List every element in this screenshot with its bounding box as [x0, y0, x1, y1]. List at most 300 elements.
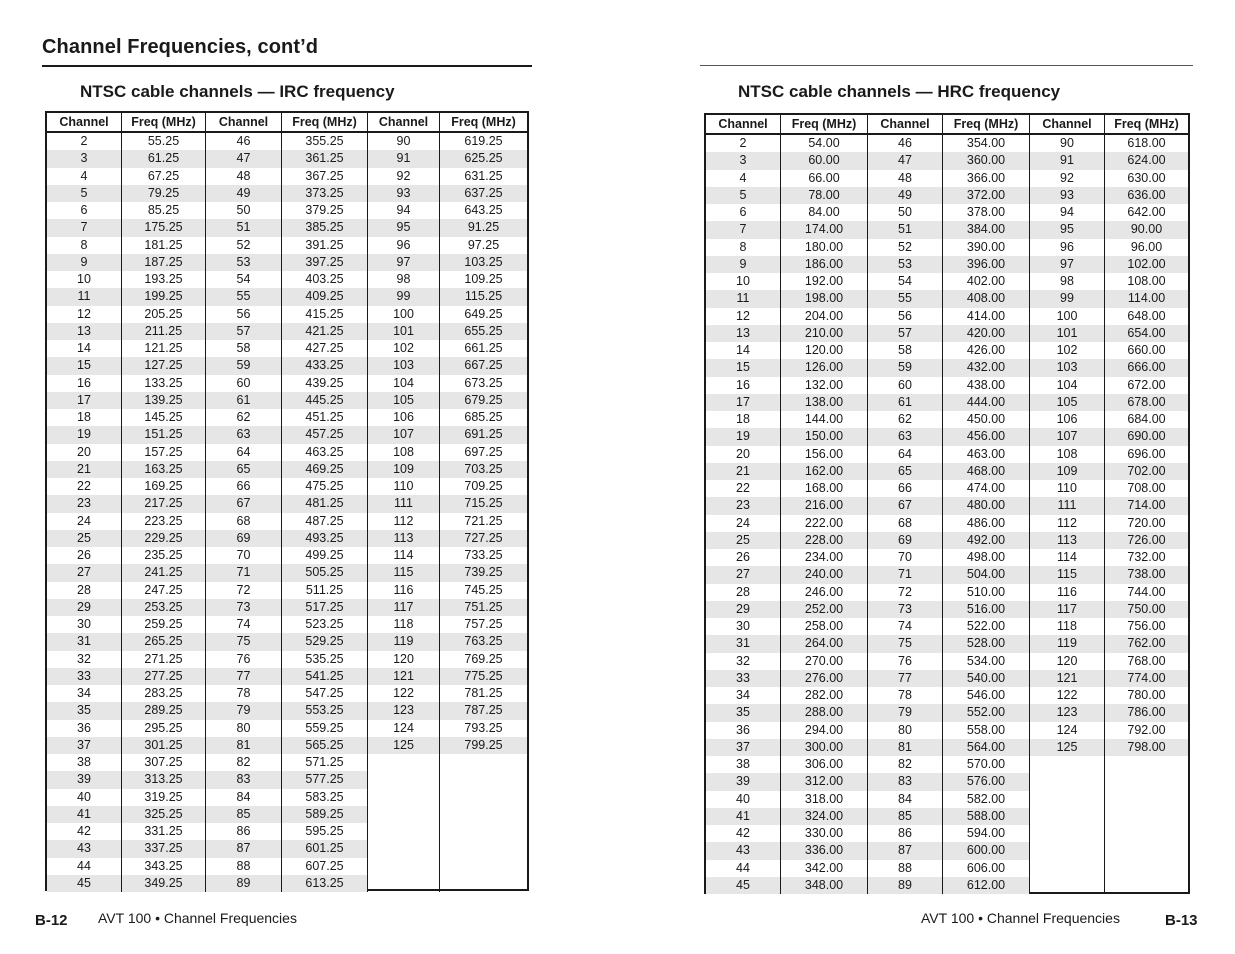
header-channel: Channel — [1030, 115, 1105, 133]
freq-cell: 649.25 — [464, 306, 503, 321]
channel-cell: 36 — [77, 720, 91, 735]
channel-cell: 125 — [368, 737, 439, 754]
freq-cell: 120.00 — [804, 343, 844, 357]
channel-cell: 103 — [368, 357, 439, 374]
freq-cell: 547.25 — [305, 686, 344, 700]
freq-cell: 576.00 — [943, 773, 1029, 790]
freq-cell: 336.00 — [781, 842, 867, 859]
freq-cell: 324.00 — [781, 808, 867, 825]
channel-cell: 68 — [236, 513, 251, 528]
freq-cell: 288.00 — [781, 704, 867, 721]
freq-cell: 126.00 — [781, 359, 867, 376]
freq-cell: 301.25 — [122, 737, 205, 754]
freq-cell: 97.25 — [467, 237, 500, 252]
channel-cell: 117 — [368, 599, 439, 616]
freq-cell: 180.00 — [804, 239, 844, 254]
channel-cell: 11 — [47, 288, 121, 305]
freq-cell: 660.00 — [1127, 343, 1166, 357]
header-freq: Freq (MHz) — [282, 113, 368, 131]
channel-cell: 89 — [206, 875, 281, 892]
freq-cell: 798.00 — [1105, 739, 1188, 756]
channel-cell: 71 — [868, 566, 942, 583]
freq-cell: 192.00 — [804, 274, 844, 288]
freq-cell: 282.00 — [804, 688, 844, 702]
channel-cell: 79 — [868, 704, 942, 721]
channel-cell: 109 — [368, 461, 439, 478]
channel-cell: 54 — [236, 272, 251, 286]
channel-cell: 122 — [393, 686, 414, 700]
freq-cell: 402.00 — [966, 274, 1006, 288]
channel-cell: 124 — [1056, 722, 1078, 737]
freq-cell: 318.00 — [804, 791, 844, 806]
irc-col-channel-1 — [47, 133, 122, 892]
irc-table-header — [47, 113, 527, 133]
freq-cell: 433.25 — [282, 357, 367, 374]
channel-cell: 30 — [736, 619, 750, 633]
channel-cell: 100 — [1056, 308, 1078, 323]
freq-cell: 487.25 — [305, 513, 344, 528]
channel-cell: 9 — [47, 254, 121, 271]
channel-cell: 50 — [898, 205, 912, 219]
freq-cell: 187.25 — [122, 254, 205, 271]
channel-cell: 40 — [736, 791, 750, 806]
channel-cell: 81 — [206, 737, 281, 754]
channel-cell: 26 — [736, 550, 750, 564]
channel-cell: 8 — [739, 239, 747, 254]
hrc-section-title: NTSC cable channels — HRC frequency — [738, 82, 1061, 101]
channel-cell: 67 — [868, 497, 942, 514]
freq-cell: 630.00 — [1127, 170, 1166, 185]
freq-cell: 612.00 — [943, 877, 1029, 894]
freq-cell: 793.25 — [464, 720, 503, 735]
channel-cell: 17 — [706, 394, 780, 411]
channel-cell: 41 — [47, 806, 121, 823]
freq-cell: 474.00 — [966, 481, 1006, 495]
freq-cell: 456.00 — [943, 428, 1029, 445]
channel-cell: 41 — [706, 808, 780, 825]
channel-cell: 95 — [1030, 221, 1104, 238]
channel-cell: 48 — [898, 170, 912, 185]
channel-cell: 86 — [236, 824, 251, 838]
freq-cell: 312.00 — [781, 773, 867, 790]
channel-cell: 49 — [206, 185, 281, 202]
freq-cell: 372.00 — [943, 187, 1029, 204]
channel-cell: 97 — [1030, 256, 1104, 273]
channel-cell: 7 — [706, 221, 780, 238]
channel-cell: 15 — [47, 357, 121, 374]
freq-cell: 90.00 — [1105, 221, 1188, 238]
channel-cell: 70 — [236, 548, 251, 562]
freq-cell: 144.00 — [804, 412, 844, 426]
freq-cell: 493.25 — [282, 530, 367, 547]
freq-cell: 409.25 — [282, 288, 367, 305]
freq-cell: 679.25 — [440, 392, 527, 409]
channel-cell: 109 — [1030, 463, 1104, 480]
channel-cell: 77 — [206, 668, 281, 685]
header-channel: Channel — [868, 115, 943, 133]
channel-cell: 89 — [868, 877, 942, 894]
channel-cell: 73 — [868, 601, 942, 618]
channel-cell: 113 — [1030, 532, 1104, 549]
channel-cell: 48 — [236, 168, 251, 183]
channel-cell: 14 — [77, 341, 91, 355]
freq-cell: 744.00 — [1127, 584, 1166, 599]
freq-cell: 469.25 — [282, 461, 367, 478]
freq-cell: 787.25 — [440, 702, 527, 719]
freq-cell: 708.00 — [1127, 481, 1166, 495]
channel-cell: 30 — [77, 617, 91, 631]
freq-cell: 780.00 — [1127, 688, 1166, 702]
channel-cell: 46 — [236, 134, 251, 148]
channel-cell: 29 — [47, 599, 121, 616]
freq-cell: 750.00 — [1105, 601, 1188, 618]
freq-cell: 277.25 — [122, 668, 205, 685]
freq-cell: 234.00 — [804, 550, 844, 564]
freq-cell: 306.00 — [804, 757, 844, 771]
freq-cell: 270.00 — [804, 653, 844, 668]
freq-cell: 504.00 — [943, 566, 1029, 583]
freq-cell: 511.25 — [305, 582, 344, 597]
freq-cell: 403.25 — [305, 272, 344, 286]
channel-cell: 82 — [236, 755, 251, 769]
freq-cell: 702.00 — [1105, 463, 1188, 480]
channel-cell: 101 — [368, 323, 439, 340]
channel-cell: 53 — [206, 254, 281, 271]
channel-cell: 93 — [368, 185, 439, 202]
freq-cell: 342.00 — [804, 860, 844, 875]
freq-cell: 583.25 — [305, 789, 344, 804]
channel-cell: 84 — [898, 791, 912, 806]
channel-cell: 37 — [47, 737, 121, 754]
channel-cell: 116 — [1057, 584, 1077, 599]
channel-cell: 81 — [868, 739, 942, 756]
page-title: Channel Frequencies, cont’d — [42, 36, 319, 58]
channel-cell: 110 — [1057, 481, 1077, 495]
freq-cell: 109.25 — [464, 272, 503, 286]
channel-cell: 125 — [1030, 739, 1104, 756]
freq-cell: 480.00 — [943, 497, 1029, 514]
freq-cell: 258.00 — [804, 619, 844, 633]
freq-cell: 450.00 — [966, 412, 1006, 426]
channel-cell: 19 — [706, 428, 780, 445]
channel-cell: 3 — [706, 152, 780, 169]
hrc-col-freq-3 — [1105, 135, 1188, 894]
channel-cell: 10 — [77, 272, 91, 286]
freq-cell: 360.00 — [943, 152, 1029, 169]
freq-cell: 300.00 — [781, 739, 867, 756]
channel-cell: 9 — [706, 256, 780, 273]
freq-cell: 355.25 — [305, 134, 344, 148]
header-freq: Freq (MHz) — [781, 115, 868, 133]
channel-cell: 56 — [236, 306, 251, 321]
freq-cell: 96.00 — [1130, 239, 1163, 254]
channel-cell: 16 — [736, 377, 750, 392]
freq-cell: 739.25 — [440, 564, 527, 581]
channel-cell: 108 — [1056, 446, 1078, 461]
freq-cell: 108.00 — [1127, 274, 1166, 288]
header-freq: Freq (MHz) — [1114, 117, 1179, 131]
channel-cell: 52 — [236, 237, 251, 252]
channel-cell: 52 — [898, 239, 912, 254]
freq-cell: 481.25 — [282, 495, 367, 512]
freq-cell: 421.25 — [282, 323, 367, 340]
freq-cell: 157.25 — [144, 444, 183, 459]
channel-cell: 5 — [47, 185, 121, 202]
channel-cell: 107 — [368, 426, 439, 443]
freq-cell: 366.00 — [966, 170, 1006, 185]
header-channel: Channel — [47, 113, 122, 131]
freq-cell: 252.00 — [781, 601, 867, 618]
freq-cell: 571.25 — [305, 755, 344, 769]
channel-cell: 51 — [868, 221, 942, 238]
freq-cell: 102.00 — [1105, 256, 1188, 273]
channel-cell: 46 — [898, 136, 912, 150]
freq-cell: 517.25 — [282, 599, 367, 616]
freq-cell: 396.00 — [943, 256, 1029, 273]
freq-cell: 217.25 — [122, 495, 205, 512]
freq-cell: 696.00 — [1127, 446, 1166, 461]
freq-cell: 391.25 — [305, 237, 344, 252]
freq-cell: 289.25 — [122, 702, 205, 719]
channel-cell: 54 — [898, 274, 912, 288]
channel-cell: 116 — [393, 582, 414, 597]
freq-cell: 786.00 — [1105, 704, 1188, 721]
freq-cell: 727.25 — [440, 530, 527, 547]
freq-cell: 594.00 — [966, 826, 1006, 840]
freq-cell: 259.25 — [144, 617, 183, 631]
channel-cell: 92 — [396, 168, 411, 183]
freq-cell: 685.25 — [464, 410, 503, 424]
channel-cell: 77 — [868, 670, 942, 687]
channel-cell: 82 — [898, 757, 912, 771]
channel-cell: 66 — [236, 479, 251, 493]
freq-cell: 444.00 — [943, 394, 1029, 411]
channel-cell: 86 — [898, 826, 912, 840]
channel-cell: 12 — [736, 308, 750, 323]
channel-cell: 75 — [206, 633, 281, 650]
freq-cell: 751.25 — [440, 599, 527, 616]
channel-cell: 88 — [236, 858, 251, 873]
channel-cell: 69 — [206, 530, 281, 547]
channel-cell: 12 — [77, 306, 91, 321]
channel-cell: 78 — [236, 686, 251, 700]
channel-cell: 73 — [206, 599, 281, 616]
channel-cell: 119 — [368, 633, 439, 650]
freq-cell: 613.25 — [282, 875, 367, 892]
header-channel: Channel — [206, 113, 282, 131]
freq-cell: 415.25 — [305, 306, 344, 321]
freq-cell: 733.25 — [464, 548, 503, 562]
channel-cell: 91 — [368, 150, 439, 167]
channel-cell: 123 — [368, 702, 439, 719]
freq-cell: 205.25 — [144, 306, 183, 321]
freq-cell: 457.25 — [282, 426, 367, 443]
channel-cell: 98 — [1060, 274, 1074, 288]
header-freq: Freq (MHz) — [943, 115, 1030, 133]
freq-cell: 499.25 — [305, 548, 344, 562]
channel-cell: 24 — [736, 515, 750, 530]
freq-cell: 169.25 — [144, 479, 183, 493]
channel-cell: 28 — [736, 584, 750, 599]
freq-cell: 529.25 — [282, 633, 367, 650]
channel-cell: 35 — [706, 704, 780, 721]
freq-cell: 601.25 — [282, 840, 367, 857]
freq-cell: 115.25 — [440, 288, 527, 305]
freq-cell: 240.00 — [781, 566, 867, 583]
channel-cell: 84 — [236, 789, 251, 804]
channel-cell: 76 — [898, 653, 912, 668]
freq-cell: 247.25 — [144, 582, 183, 597]
channel-cell: 31 — [47, 633, 121, 650]
freq-cell: 523.25 — [305, 617, 344, 631]
freq-cell: 235.25 — [144, 548, 183, 562]
channel-cell: 24 — [77, 513, 91, 528]
freq-cell: 636.00 — [1105, 187, 1188, 204]
freq-cell: 691.25 — [440, 426, 527, 443]
freq-cell: 732.00 — [1127, 550, 1166, 564]
freq-cell: 283.25 — [144, 686, 183, 700]
freq-cell: 199.25 — [122, 288, 205, 305]
channel-cell: 88 — [898, 860, 912, 875]
freq-cell: 439.25 — [305, 375, 344, 390]
channel-cell: 97 — [368, 254, 439, 271]
freq-cell: 762.00 — [1105, 635, 1188, 652]
freq-cell: 463.00 — [966, 446, 1006, 461]
freq-cell: 211.25 — [122, 323, 205, 340]
channel-cell: 28 — [77, 582, 91, 597]
freq-cell: 720.00 — [1127, 515, 1166, 530]
freq-cell: 624.00 — [1105, 152, 1188, 169]
freq-cell: 354.00 — [966, 136, 1006, 150]
freq-cell: 420.00 — [943, 325, 1029, 342]
channel-cell: 31 — [706, 635, 780, 652]
channel-cell: 78 — [898, 688, 912, 702]
channel-cell: 21 — [706, 463, 780, 480]
channel-cell: 13 — [706, 325, 780, 342]
channel-cell: 91 — [1030, 152, 1104, 169]
channel-cell: 19 — [47, 426, 121, 443]
channel-cell: 94 — [1060, 205, 1074, 219]
channel-cell: 18 — [77, 410, 91, 424]
channel-cell: 34 — [77, 686, 91, 700]
channel-cell: 87 — [868, 842, 942, 859]
freq-cell: 775.25 — [440, 668, 527, 685]
freq-cell: 468.00 — [943, 463, 1029, 480]
title-rule-left — [42, 65, 532, 67]
channel-cell: 79 — [206, 702, 281, 719]
freq-cell: 103.25 — [440, 254, 527, 271]
freq-cell: 703.25 — [440, 461, 527, 478]
freq-cell: 510.00 — [966, 584, 1006, 599]
freq-cell: 168.00 — [804, 481, 844, 495]
freq-cell: 715.25 — [440, 495, 527, 512]
channel-cell: 122 — [1056, 688, 1078, 702]
freq-cell: 654.00 — [1105, 325, 1188, 342]
channel-cell: 38 — [77, 755, 91, 769]
channel-cell: 90 — [396, 134, 411, 148]
freq-cell: 588.00 — [943, 808, 1029, 825]
freq-cell: 379.25 — [305, 203, 344, 217]
channel-cell: 64 — [236, 444, 251, 459]
channel-cell: 104 — [393, 375, 414, 390]
freq-cell: 618.00 — [1127, 136, 1166, 150]
channel-cell: 11 — [706, 290, 780, 307]
channel-cell: 121 — [368, 668, 439, 685]
freq-cell: 426.00 — [966, 343, 1006, 357]
channel-cell: 121 — [1030, 670, 1104, 687]
freq-cell: 726.00 — [1105, 532, 1188, 549]
channel-cell: 35 — [47, 702, 121, 719]
hrc-table-body — [706, 135, 1188, 894]
freq-cell: 756.00 — [1127, 619, 1166, 633]
freq-cell: 85.25 — [147, 203, 180, 217]
freq-cell: 210.00 — [781, 325, 867, 342]
footer-text-left: AVT 100 • Channel Frequencies — [98, 910, 297, 926]
channel-cell: 8 — [80, 237, 88, 252]
channel-cell: 80 — [898, 722, 912, 737]
freq-cell: 570.00 — [966, 757, 1006, 771]
channel-cell: 60 — [236, 375, 251, 390]
channel-cell: 61 — [868, 394, 942, 411]
freq-cell: 121.25 — [144, 341, 183, 355]
channel-cell: 102 — [1056, 343, 1078, 357]
channel-cell: 74 — [898, 619, 912, 633]
hrc-col-freq-1 — [781, 135, 868, 894]
channel-cell: 119 — [1030, 635, 1104, 652]
channel-cell: 75 — [868, 635, 942, 652]
freq-cell: 349.25 — [122, 875, 205, 892]
channel-cell: 108 — [393, 444, 414, 459]
freq-cell: 223.25 — [144, 513, 183, 528]
channel-cell: 15 — [706, 359, 780, 376]
freq-cell: 690.00 — [1105, 428, 1188, 445]
channel-cell: 43 — [47, 840, 121, 857]
channel-cell: 51 — [206, 219, 281, 236]
freq-cell: 162.00 — [781, 463, 867, 480]
channel-cell: 104 — [1056, 377, 1078, 392]
channel-cell: 68 — [898, 515, 912, 530]
freq-cell: 138.00 — [781, 394, 867, 411]
channel-cell: 57 — [206, 323, 281, 340]
channel-cell: 83 — [868, 773, 942, 790]
channel-cell: 55 — [868, 290, 942, 307]
freq-cell: 667.25 — [440, 357, 527, 374]
channel-cell: 56 — [898, 308, 912, 323]
freq-cell: 757.25 — [464, 617, 503, 631]
channel-cell: 40 — [77, 789, 91, 804]
freq-cell: 666.00 — [1105, 359, 1188, 376]
hrc-frequency-table — [704, 113, 1190, 894]
channel-cell: 94 — [396, 203, 411, 217]
channel-cell: 32 — [736, 653, 750, 668]
freq-cell: 606.00 — [966, 860, 1006, 875]
freq-cell: 553.25 — [282, 702, 367, 719]
freq-cell: 373.25 — [282, 185, 367, 202]
channel-cell: 58 — [236, 341, 251, 355]
freq-cell: 151.25 — [122, 426, 205, 443]
hrc-col-channel-1 — [706, 135, 781, 894]
channel-cell: 26 — [77, 548, 91, 562]
freq-cell: 678.00 — [1105, 394, 1188, 411]
freq-cell: 475.25 — [305, 479, 344, 493]
freq-cell: 463.25 — [305, 444, 344, 459]
channel-cell: 59 — [868, 359, 942, 376]
freq-cell: 781.25 — [464, 686, 503, 700]
channel-cell: 120 — [1056, 653, 1078, 668]
freq-cell: 390.00 — [966, 239, 1006, 254]
freq-cell: 445.25 — [282, 392, 367, 409]
freq-cell: 216.00 — [781, 497, 867, 514]
